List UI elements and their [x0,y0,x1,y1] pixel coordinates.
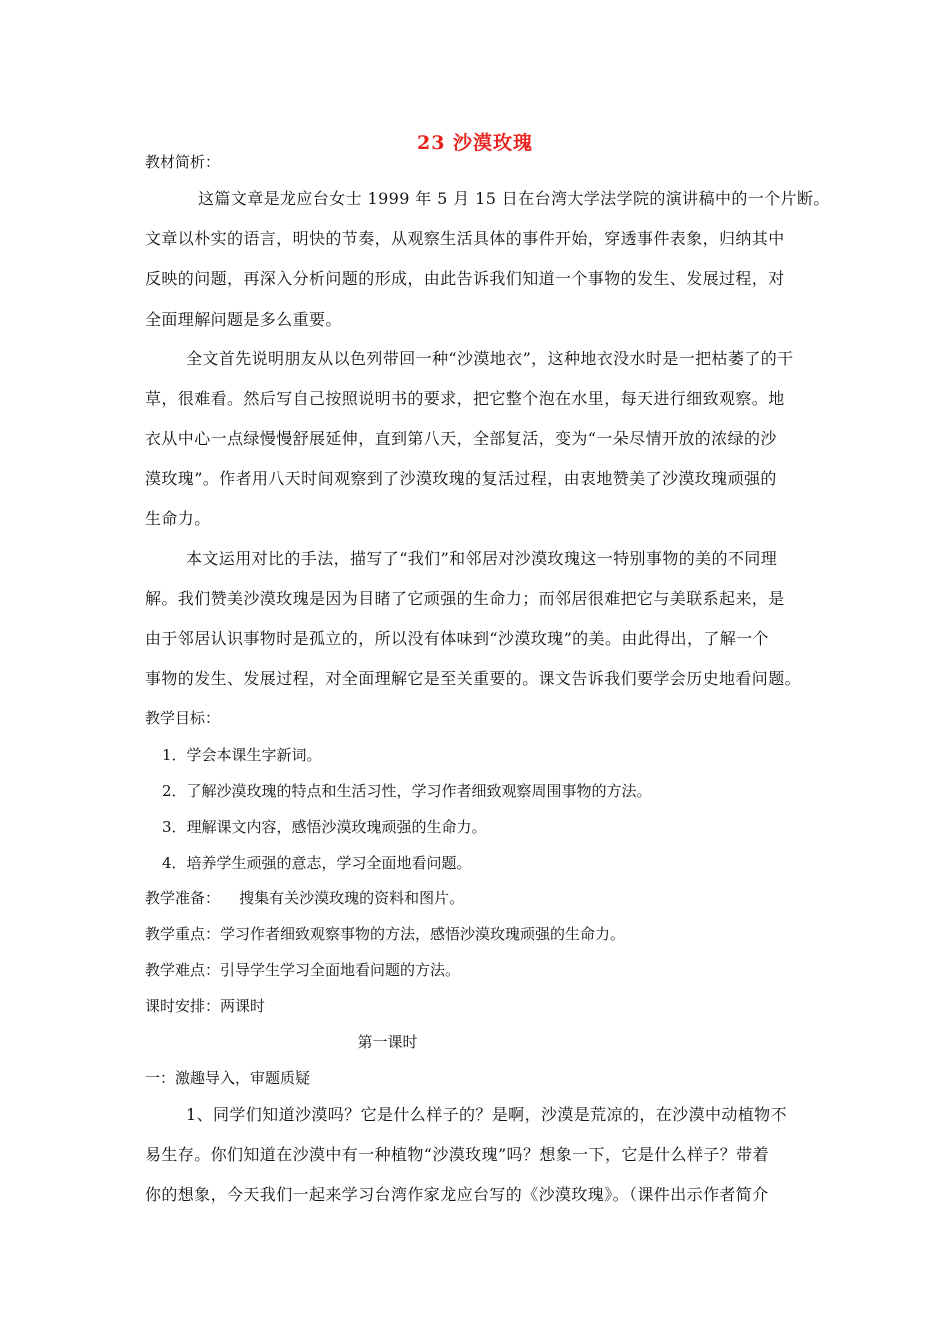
lesson-schedule: 课时安排：两课时 [145,997,266,1015]
section1-heading: 一：激趣导入，审题质疑 [145,1069,311,1087]
goal-item: 4．培养学生顽强的意志，学习全面地看问题。 [162,854,472,872]
goals-heading: 教学目标： [145,709,221,727]
para1-line: 全面理解问题是多么重要。 [145,310,342,329]
para2-line: 草，很难看。然后写自己按照说明书的要求，把它整个泡在水里，每天进行细致观察。地 [145,389,785,408]
section1-line: 你的想象，今天我们一起来学习台湾作家龙应台写的《沙漠玫瑰》。（课件出示作者简介 [145,1185,769,1204]
section1-line: 1、同学们知道沙漠吗？它是什么样子的？是啊，沙漠是荒凉的，在沙漠中动植物不 [186,1105,787,1124]
goal-item: 1．学会本课生字新词。 [162,746,322,764]
page-title: 23 沙漠玫瑰 [416,132,534,154]
teaching-difficulty: 教学难点：引导学生学习全面地看问题的方法。 [145,961,461,979]
para3-line: 事物的发生、发展过程，对全面理解它是至关重要的。课文告诉我们要学会历史地看问题。 [145,669,802,688]
teaching-key-point: 教学重点：学习作者细致观察事物的方法，感悟沙漠玫瑰顽强的生命力。 [145,925,626,943]
para2-line: 全文首先说明朋友从以色列带回一种“沙漠地衣”，这种地衣没水时是一把枯萎了的干 [186,349,794,368]
para1-line: 文章以朴实的语言，明快的节奏，从观察生活具体的事件开始，穿透事件表象，归纳其中 [145,229,785,248]
para2-line: 漠玫瑰”。作者用八天时间观察到了沙漠玫瑰的复活过程，由衷地赞美了沙漠玫瑰顽强的 [145,469,777,488]
para3-line: 解。我们赞美沙漠玫瑰是因为目睹了它顽强的生命力；而邻居很难把它与美联系起来，是 [145,589,785,608]
para1-line: 反映的问题，再深入分析问题的形成，由此告诉我们知道一个事物的发生、发展过程，对 [145,269,785,288]
para3-line: 本文运用对比的手法，描写了“我们”和邻居对沙漠玫瑰这一特别事物的美的不同理 [186,549,778,568]
para3-line: 由于邻居认识事物时是孤立的，所以没有体味到“沙漠玫瑰”的美。由此得出，了解一个 [145,629,769,648]
lesson-heading: 第一课时 [357,1033,418,1051]
goal-item: 3．理解课文内容，感悟沙漠玫瑰顽强的生命力。 [162,818,487,836]
para2-line: 生命力。 [145,509,211,528]
para2-line: 衣从中心一点绿慢慢舒展延伸，直到第八天，全部复活，变为“一朵尽情开放的浓绿的沙 [145,429,777,448]
teaching-preparation: 教学准备： 搜集有关沙漠玫瑰的资料和图片。 [145,889,465,907]
section1-line: 易生存。你们知道在沙漠中有一种植物“沙漠玫瑰”吗？想象一下，它是什么样子？带着 [145,1145,769,1164]
goal-item: 2．了解沙漠玫瑰的特点和生活习性，学习作者细致观察周围事物的方法。 [162,782,652,800]
analysis-heading: 教材简析： [145,153,221,171]
para1-line: 这篇文章是龙应台女士 1999 年 5 月 15 日在台湾大学法学院的演讲稿中的一个片断。 [198,189,830,208]
